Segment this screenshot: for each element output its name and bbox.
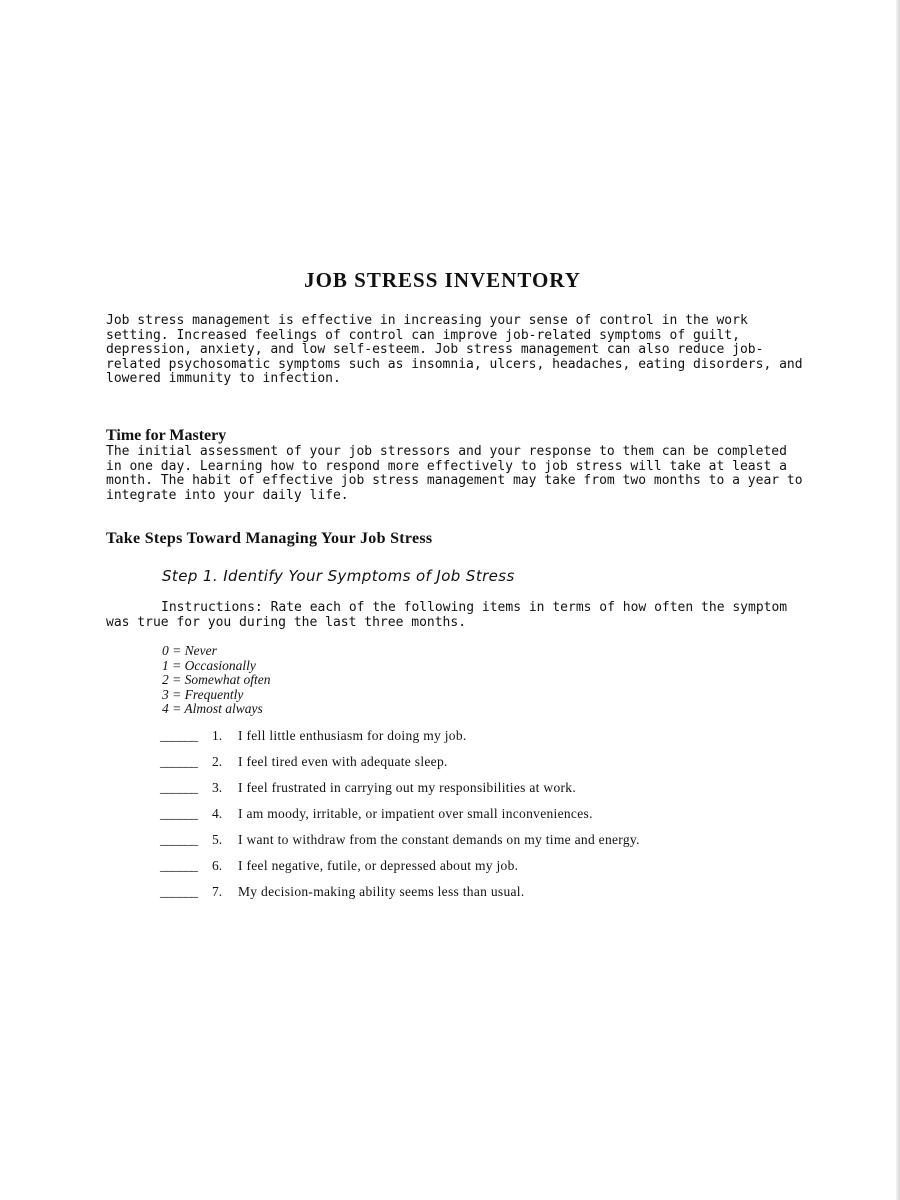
item-text: I feel negative, futile, or depressed about my job. (238, 858, 519, 873)
answer-blank[interactable]: ______ (160, 832, 198, 847)
answer-blank[interactable]: ______ (160, 884, 198, 899)
step1-heading: Step 1. Identify Your Symptoms of Job Stress (162, 567, 515, 585)
item-number: 1. (212, 728, 223, 743)
item-number: 5. (212, 832, 223, 847)
page-edge-shadow (896, 0, 900, 1200)
answer-blank[interactable]: ______ (160, 780, 198, 795)
item-text: I fell little enthusiasm for doing my job. (238, 728, 467, 743)
symptom-item (160, 729, 800, 743)
scale-item: 4 = Almost always (162, 701, 263, 716)
instructions-paragraph: Instructions: Rate each of the following items in terms of how often the symptom was true for you during the last three months. (106, 600, 788, 630)
item-text: My decision-making ability seems less than usual. (238, 884, 525, 899)
symptom-item (160, 833, 800, 847)
item-text: I am moody, irritable, or impatient over small inconveniences. (238, 806, 593, 821)
symptom-item (160, 885, 800, 899)
scale-item: 1 = Occasionally (162, 657, 256, 673)
steps-heading: Take Steps Toward Managing Your Job Stress (106, 530, 433, 547)
symptom-item (160, 859, 800, 873)
symptom-item (160, 781, 800, 795)
mastery-heading: Time for Mastery (106, 427, 227, 444)
symptom-item (160, 807, 800, 821)
scale-item: 3 = Frequently (162, 686, 244, 702)
answer-blank[interactable]: ______ (160, 858, 198, 873)
symptom-item (160, 755, 800, 769)
answer-blank[interactable]: ______ (160, 728, 198, 743)
mastery-paragraph: The initial assessment of your job stressors and your response to them can be completed in one day. Learning how to respond more effectively to job stress will take at least a month. The habit of effective job stress management may take from two months to a year to integrate into your daily life. (106, 444, 803, 503)
symptom-list (160, 729, 800, 911)
item-number: 3. (212, 780, 223, 795)
item-text: I want to withdraw from the constant demands on my time and energy. (238, 832, 640, 847)
item-text: I feel frustrated in carrying out my responsibilities at work. (238, 780, 577, 795)
scale-item: 0 = Never (162, 643, 217, 658)
intro-paragraph: Job stress management is effective in increasing your sense of control in the work setting. Increased feelings of control can improve job-related symptoms of guilt, depression, anxiety, and low self-esteem. Job stress management can also reduce job-related psychosomatic symptoms such as insomnia, ulcers, headaches, eating disorders, and lowered immunity to infection. (106, 313, 803, 386)
item-text: I feel tired even with adequate sleep. (238, 754, 448, 769)
item-number: 7. (212, 884, 223, 899)
answer-blank[interactable]: ______ (160, 754, 198, 769)
answer-blank[interactable]: ______ (160, 806, 198, 821)
item-number: 2. (212, 754, 223, 769)
item-number: 4. (212, 806, 223, 821)
scale-item: 2 = Somewhat often (162, 672, 271, 687)
item-number: 6. (212, 858, 223, 873)
document-title: JOB STRESS INVENTORY (304, 268, 581, 292)
rating-scale (162, 644, 270, 717)
